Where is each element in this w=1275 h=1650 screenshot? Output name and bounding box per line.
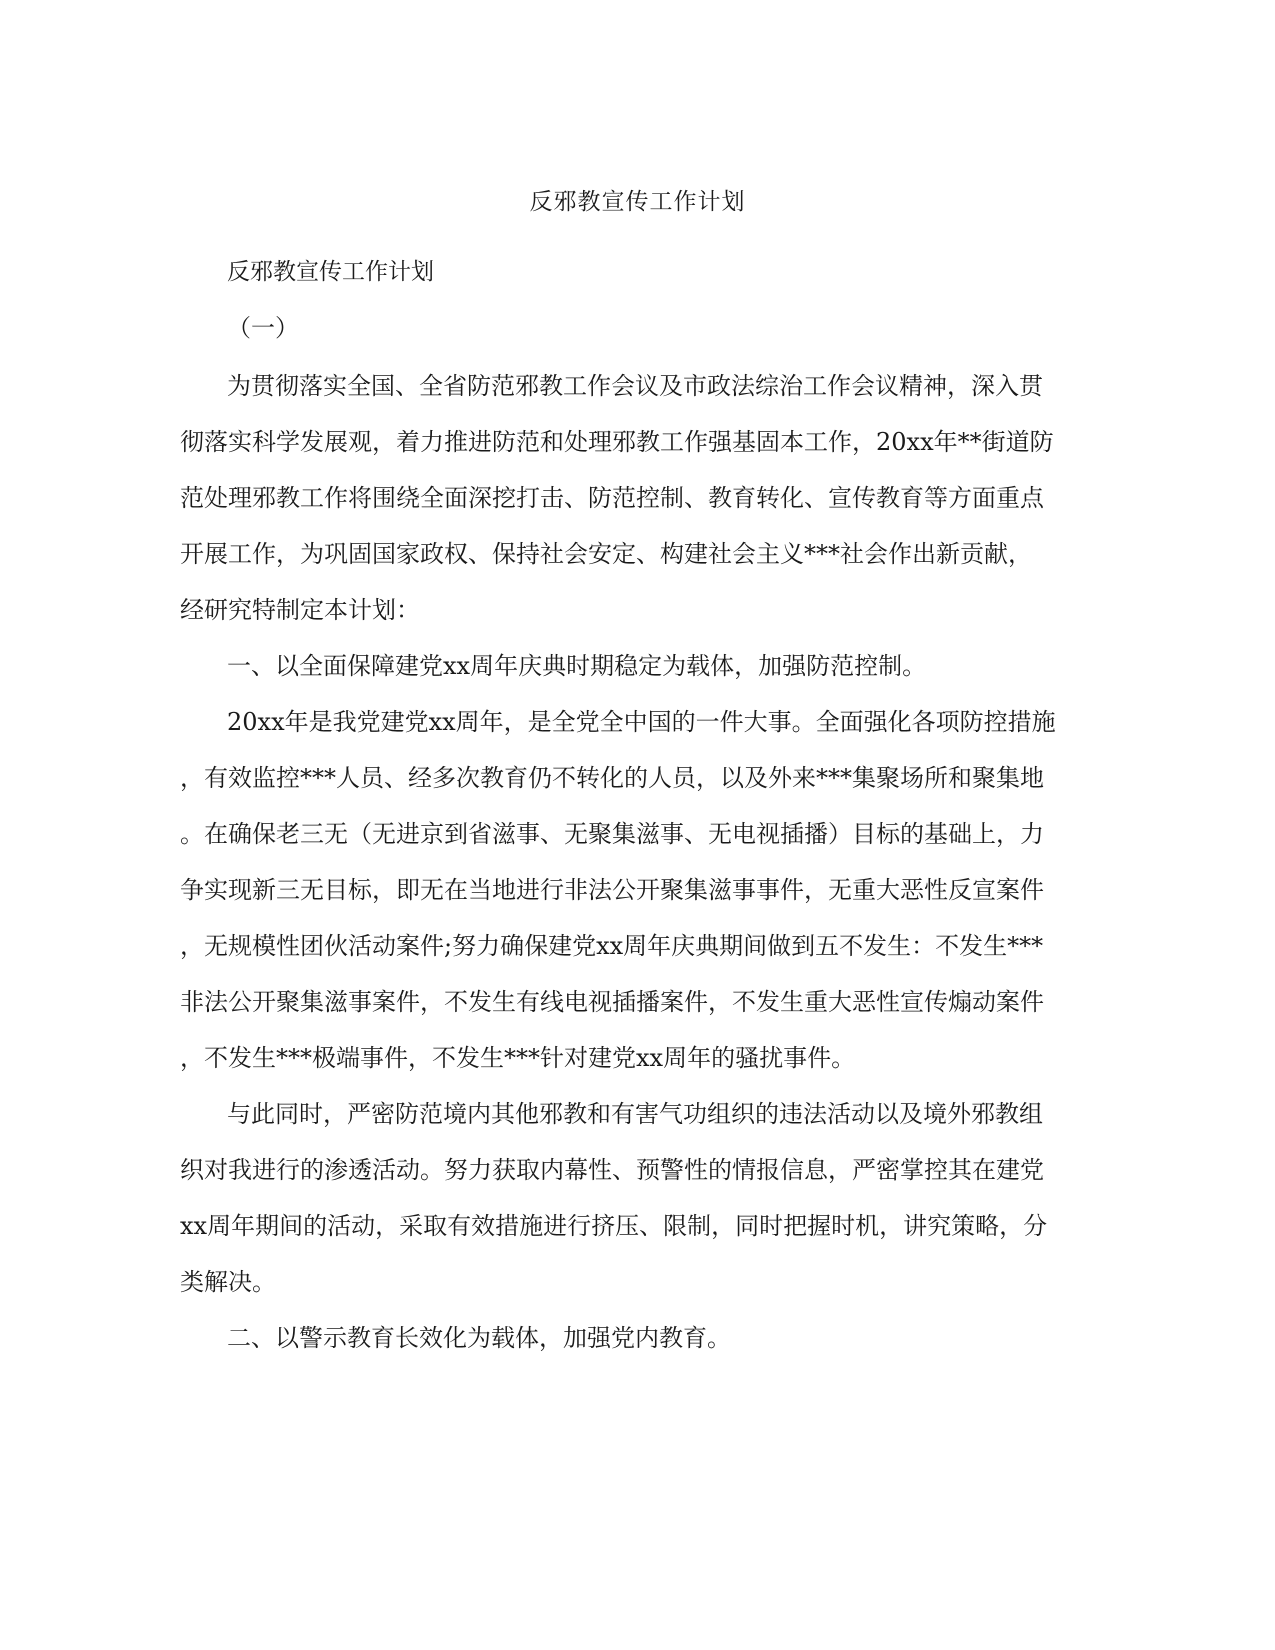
paragraph-3-line-4: 类解决。 [180,1268,276,1296]
paragraph-3-line-3: xx周年期间的活动，采取有效措施进行挤压、限制，同时把握时机，讲究策略，分 [180,1212,1048,1240]
section-heading-2: 二、以警示教育长效化为载体，加强党内教育。 [227,1324,731,1352]
document-title: 反邪教宣传工作计划 [529,189,746,215]
paragraph-2-line-1: 20xx年是我党建党xx周年，是全党全中国的一件大事。全面强化各项防控措施 [227,708,1056,736]
paragraph-2-line-7: ，不发生***极端事件，不发生***针对建党xx周年的骚扰事件。 [180,1044,856,1072]
paragraph-3-line-2: 织对我进行的渗透活动。努力获取内幕性、预警性的情报信息，严密掌控其在建党 [180,1156,1044,1184]
paragraph-3-line-1: 与此同时，严密防范境内其他邪教和有害气功组织的违法活动以及境外邪教组 [227,1100,1043,1128]
paragraph-1-line-1: 为贯彻落实全国、全省防范邪教工作会议及市政法综治工作会议精神，深入贯 [227,372,1043,400]
paragraph-1-line-5: 经研究特制定本计划： [180,596,420,624]
document-subtitle: 反邪教宣传工作计划 [227,259,434,285]
part-marker: （一） [227,314,299,342]
paragraph-2-line-3: 。在确保老三无（无进京到省滋事、无聚集滋事、无电视插播）目标的基础上，力 [180,820,1044,848]
paragraph-1-line-3: 范处理邪教工作将围绕全面深挖打击、防范控制、教育转化、宣传教育等方面重点 [180,484,1044,512]
paragraph-2-line-4: 争实现新三无目标，即无在当地进行非法公开聚集滋事事件，无重大恶性反宣案件 [180,876,1044,904]
paragraph-1-line-4: 开展工作，为巩固国家政权、保持社会安定、构建社会主义***社会作出新贡献， [180,540,1032,568]
paragraph-2-line-5: ，无规模性团伙活动案件;努力确保建党xx周年庆典期间做到五不发生：不发生*** [180,932,1044,960]
paragraph-1-line-2: 彻落实科学发展观，着力推进防范和处理邪教工作强基固本工作，20xx年**街道防 [180,428,1054,456]
paragraph-2-line-6: 非法公开聚集滋事案件，不发生有线电视插播案件，不发生重大恶性宣传煽动案件 [180,988,1044,1016]
paragraph-2-line-2: ，有效监控***人员、经多次教育仍不转化的人员，以及外来***集聚场所和聚集地 [180,764,1044,792]
section-heading-1: 一、以全面保障建党xx周年庆典时期稳定为载体，加强防范控制。 [227,652,927,680]
